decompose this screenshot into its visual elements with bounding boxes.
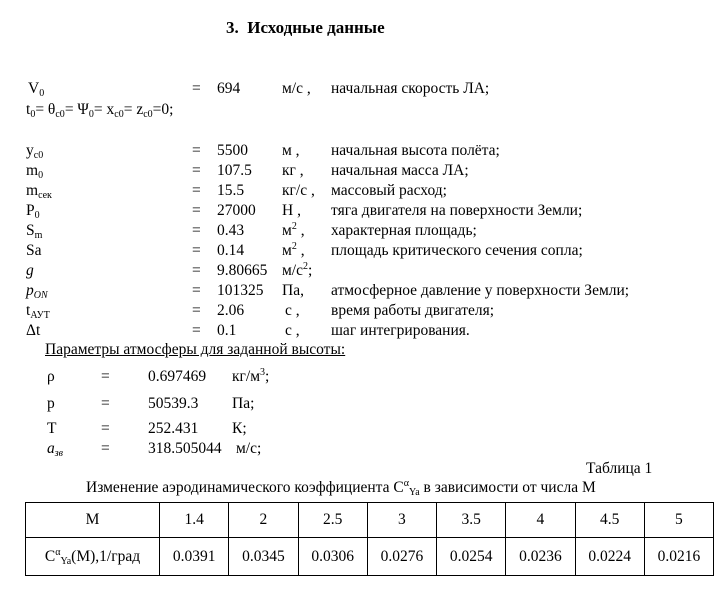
param-unit: $м^2$ , — [282, 241, 305, 259]
atm-unit: м/с; — [236, 440, 262, 457]
param-symbol-v0: $V_0$ — [28, 80, 45, 99]
section-title: Исходные данные — [247, 18, 385, 37]
param-value: 15.5 — [217, 182, 245, 199]
param-unit-v0: м/с , — [282, 80, 311, 97]
param-unit: $м/с^2$; — [282, 261, 313, 279]
param-desc: начальная масса ЛА; — [331, 162, 469, 179]
param-desc: начальная высота полёта; — [331, 142, 500, 159]
param-symbol: $y_{c0}$ — [26, 142, 44, 161]
table-cell-mach: 1.4 — [160, 503, 229, 538]
table-cell-mach: 3.5 — [437, 503, 506, 538]
initial-conditions: $t_0= \theta_{c0}= \Psi_0= x_{c0}= z_{c0}=0$; — [26, 101, 174, 120]
param-desc: характерная площадь; — [331, 222, 477, 239]
param-desc: атмосферное давление у поверхности Земли; — [331, 282, 630, 299]
param-value: 27000 — [217, 202, 256, 219]
table-cell-coef: 0.0236 — [506, 538, 575, 576]
atm-unit: К; — [232, 420, 247, 437]
atm-value: 0.697469 — [148, 368, 207, 385]
param-desc-v0: начальная скорость ЛА; — [331, 80, 490, 97]
table-cell-coef: 0.0306 — [298, 538, 367, 576]
param-unit: м , — [282, 142, 300, 159]
atm-eq: = — [101, 395, 110, 412]
table-label: Таблица 1 — [586, 460, 653, 477]
param-unit: $м^2$ , — [282, 221, 305, 239]
table-caption: Изменение аэродинамического коэффициента $C^\alpha_{Ya}$ в зависимости от числа М — [86, 478, 596, 498]
param-desc: массовый расход; — [331, 182, 447, 199]
param-eq: = — [192, 202, 201, 219]
table-header-coef: $C^\alpha_{Ya}(M),1$/град — [26, 538, 160, 576]
table-cell-coef: 0.0216 — [644, 538, 713, 576]
table-row-coef — [26, 538, 714, 576]
atm-symbol: ρ — [47, 368, 55, 385]
param-value: 0.43 — [217, 222, 245, 239]
param-eq: = — [192, 162, 201, 179]
section-heading — [226, 19, 385, 37]
atmosphere-heading: Параметры атмосферы для заданной высоты: — [45, 341, 346, 358]
param-symbol: $t_{АУТ}$ — [26, 302, 50, 321]
atm-symbol: T — [47, 420, 57, 437]
param-eq: = — [192, 282, 201, 299]
param-unit: с , — [285, 322, 300, 339]
param-value: 0.14 — [217, 242, 245, 259]
param-unit: Па, — [282, 282, 304, 299]
param-desc: время работы двигателя; — [331, 302, 495, 319]
param-eq: = — [192, 302, 201, 319]
param-value: 0.1 — [217, 322, 237, 339]
table-cell-coef: 0.0224 — [575, 538, 644, 576]
param-symbol: $P_0$ — [26, 202, 40, 221]
param-symbol: Sa — [26, 242, 42, 259]
param-value: 107.5 — [217, 162, 252, 179]
table-row-mach — [26, 503, 714, 538]
atm-eq: = — [101, 420, 110, 437]
param-unit: с , — [285, 302, 300, 319]
param-eq: = — [192, 142, 201, 159]
table-cell-coef: 0.0345 — [229, 538, 298, 576]
param-unit: Н , — [282, 202, 301, 219]
param-eq: = — [192, 242, 201, 259]
table-cell-coef: 0.0391 — [160, 538, 229, 576]
atm-symbol: p — [47, 395, 55, 412]
atm-symbol: $a_{зв}$ — [47, 440, 63, 459]
param-unit: кг , — [282, 162, 304, 179]
atm-value: 252.431 — [148, 420, 199, 437]
table-cell-mach: 4 — [506, 503, 575, 538]
param-value: 101325 — [217, 282, 264, 299]
param-eq-v0: = — [192, 80, 201, 97]
param-value: 5500 — [217, 142, 248, 159]
param-eq: = — [192, 322, 201, 339]
atm-value: 318.505044 — [148, 440, 222, 457]
param-eq: = — [192, 262, 201, 279]
param-symbol: g — [26, 262, 34, 279]
atm-eq: = — [101, 440, 110, 457]
table-cell-mach: 2.5 — [298, 503, 367, 538]
table-cell-mach: 4.5 — [575, 503, 644, 538]
atm-value: 50539.3 — [148, 395, 199, 412]
coefficient-table — [25, 502, 714, 576]
param-symbol: $m_0$ — [26, 162, 44, 181]
table-cell-coef: 0.0276 — [367, 538, 436, 576]
table-header-mach: M — [26, 503, 160, 538]
param-symbol: $m_{сек}$ — [26, 182, 52, 201]
param-symbol: $S_m$ — [26, 222, 43, 241]
param-value-v0: 694 — [217, 80, 241, 97]
section-number: 3. — [226, 18, 239, 37]
table-cell-mach: 2 — [229, 503, 298, 538]
atm-eq: = — [101, 368, 110, 385]
param-symbol: Δt — [26, 322, 41, 339]
param-desc: тяга двигателя на поверхности Земли; — [331, 202, 583, 219]
param-eq: = — [192, 182, 201, 199]
param-eq: = — [192, 222, 201, 239]
table-cell-mach: 3 — [367, 503, 436, 538]
param-value: 9.80665 — [217, 262, 268, 279]
atm-unit: Па; — [232, 395, 255, 412]
atm-unit: $кг/м^3$; — [232, 367, 270, 385]
table-cell-mach: 5 — [644, 503, 713, 538]
param-value: 2.06 — [217, 302, 245, 319]
table-cell-coef: 0.0254 — [437, 538, 506, 576]
param-symbol: $p_{ON}$ — [26, 282, 48, 301]
param-desc: шаг интегрирования. — [331, 322, 470, 339]
param-unit: кг/с , — [282, 182, 315, 199]
param-desc: площадь критического сечения сопла; — [331, 242, 583, 259]
